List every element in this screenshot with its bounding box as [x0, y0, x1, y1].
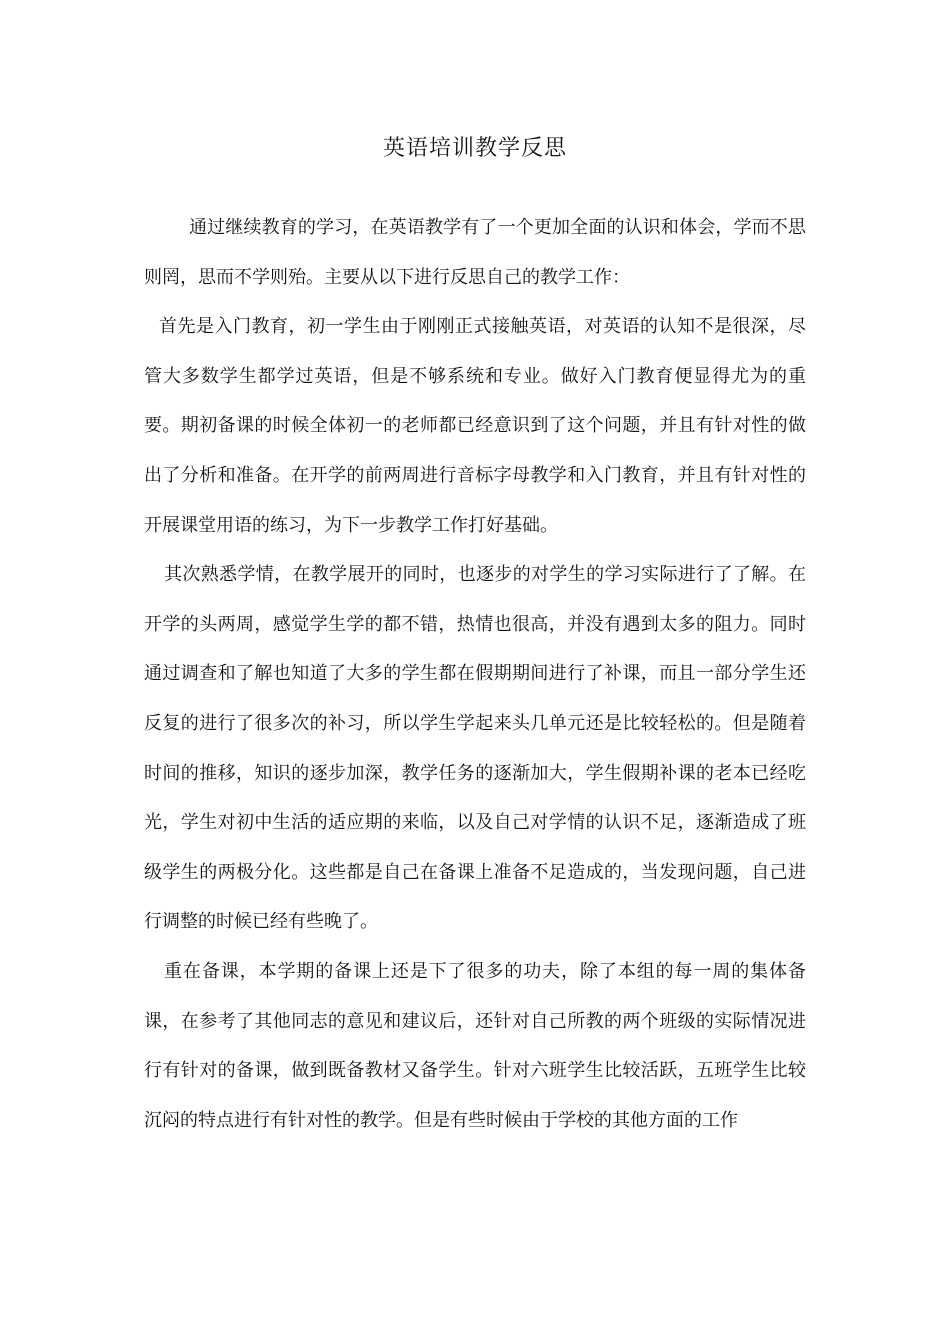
paragraph-learning-situation: 其次熟悉学情，在教学展开的同时，也逐步的对学生的学习实际进行了了解。在开学的头两周，感觉学生学的都不错，热情也很高，并没有遇到太多的阻力。同时通过调查和了解也知道了大多的学生都在假期期间进行了补课，而且一部分学生还反复的进行了很多次的补习，所以学生学起来头几单元还是比较轻松的。但是随着时间的推移，知识的逐步加深，教学任务的逐渐加大，学生假期补课的老本已经吃光，学生对初中生活的适应期的来临，以及自己对学情的认识不足，逐渐造成了班级学生的两极分化。这些都是自己在备课上准备不足造成的，当发现问题，自己进行调整的时候已经有些晚了。 [144, 564, 806, 933]
paragraph-lesson-preparation: 重在备课，本学期的备课上还是下了很多的功夫，除了本组的每一周的集体备课，在参考了其他同志的意见和建议后，还针对自己所教的两个班级的实际情况进行有针对的备课，做到既备教材又备学生。针对六班学生比较活跃，五班学生比较沉闷的特点进行有针对性的教学。但是有些时候由于学校的其他方面的工作 [144, 960, 806, 1131]
paragraph-entry-education: 首先是入门教育，初一学生由于刚刚正式接触英语，对英语的认知不是很深，尽管大多数学生都学过英语，但是不够系统和专业。做好入门教育便显得尤为的重要。期初备课的时候全体初一的老师都已经意识到了这个问题，并且有针对性的做出了分析和准备。在开学的前两周进行音标字母教学和入门教育，并且有针对性的开展课堂用语的练习，为下一步教学工作打好基础。 [144, 316, 806, 536]
document-title: 英语培训教学反思 [382, 136, 567, 161]
paragraph-intro: 通过继续教育的学习，在英语教学有了一个更加全面的认识和体会，学而不思则罔，思而不学则殆。主要从以下进行反思自己的教学工作： [144, 217, 806, 288]
document-body [144, 203, 806, 1145]
